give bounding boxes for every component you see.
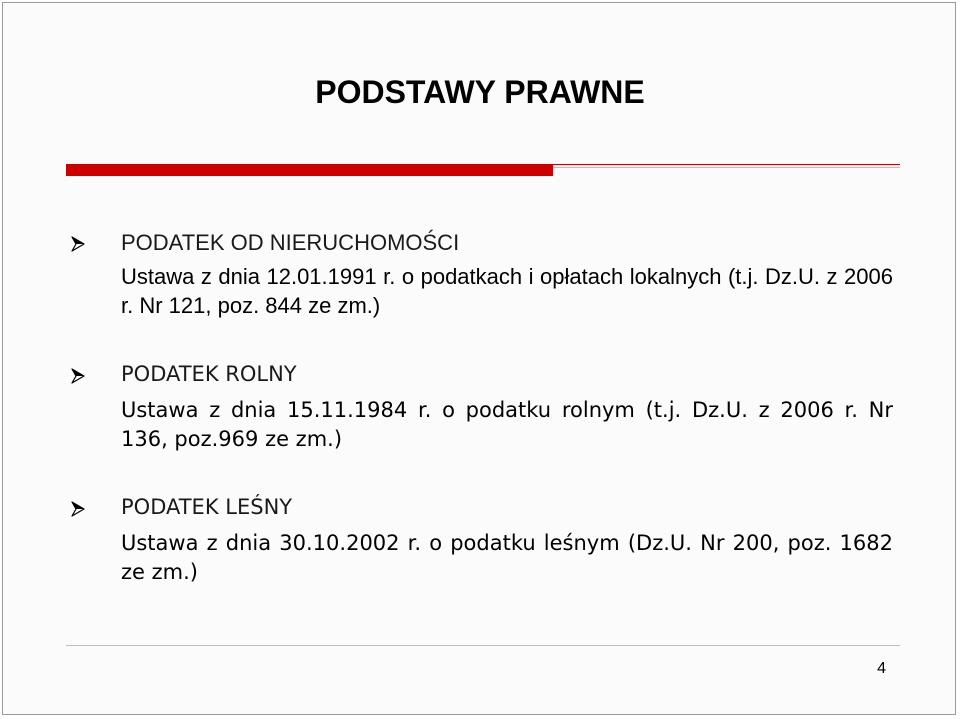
- footer-divider: [66, 645, 900, 646]
- page-number: 4: [877, 660, 886, 677]
- section-text: Ustawa z dnia 15.11.1984 r. o podatku rolnym (t.j. Dz.U. z 2006 r. Nr 136, poz.969 ze zm.): [121, 398, 893, 451]
- section-text: Ustawa z dnia 30.10.2002 r. o podatku leśnym (Dz.U. Nr 200, poz. 1682 ze zm.): [121, 531, 893, 584]
- title-underline-thick: [66, 164, 553, 176]
- section-heading: PODATEK OD NIERUCHOMOŚCI: [121, 230, 460, 255]
- section-heading: PODATEK LEŚNY: [121, 495, 293, 519]
- slide-title: PODSTAWY PRAWNE: [315, 74, 645, 110]
- title-underline-gray: [553, 167, 900, 168]
- title-underline: [66, 164, 900, 177]
- title-underline-thin: [553, 164, 900, 165]
- section-heading: PODATEK ROLNY: [121, 362, 297, 386]
- section-text: Ustawa z dnia 12.01.1991 r. o podatkach i opłatach lokalnych (t.j. Dz.U. z 2006 r. Nr 121, poz. 844 ze zm.): [121, 264, 893, 318]
- arrowhead-icon: [70, 501, 86, 517]
- arrowhead-icon: [70, 236, 86, 252]
- arrowhead-icon: [70, 368, 86, 384]
